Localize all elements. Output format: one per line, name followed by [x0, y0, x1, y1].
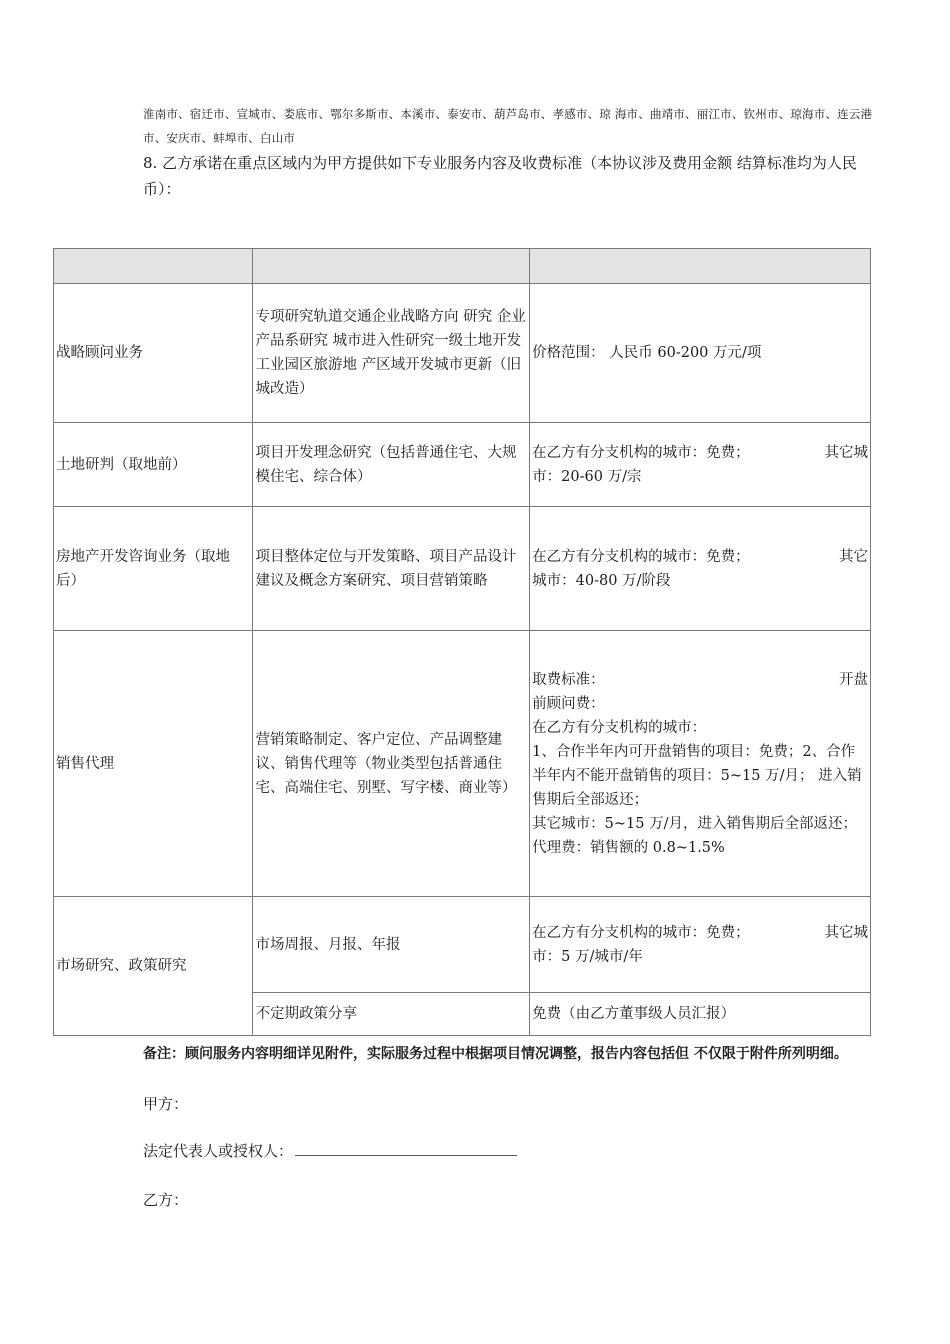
signature-blank[interactable]: [295, 1141, 517, 1156]
party-a-label: 甲方：: [143, 1095, 189, 1113]
table-row: [54, 897, 871, 993]
fee-line-b: 其它城: [824, 444, 868, 461]
legal-rep-label: 法定代表人或授权人：: [143, 1142, 294, 1160]
service-category: 市场研究、政策研究: [54, 897, 253, 1036]
fee-line-b: 开盘: [839, 671, 868, 688]
fee-line-b: 其它: [839, 548, 868, 565]
table-header-row: [54, 249, 871, 284]
service-fee: [530, 507, 871, 631]
service-content: 市场周报、月报、年报: [253, 897, 530, 993]
table-row: [54, 284, 871, 423]
fee-line-c: 市：20-60 万/宗: [532, 468, 642, 485]
header-cell: [54, 249, 253, 284]
service-category: 销售代理: [54, 631, 253, 897]
city-list-text: 淮南市、宿迁市、宣城市、娄底市、鄂尔多斯市、本溪市、泰安市、葫芦岛市、孝感市、琼 海市、曲靖市、丽江市、钦州市、琼海市、连云港市、安庆市、蚌埠市、白山市: [143, 107, 873, 145]
remark-note: 备注：顾问服务内容明细详见附件，实际服务过程中根据项目情况调整，报告内容包括但 不仅限于附件所列明细。: [143, 1046, 848, 1062]
clause-8-text: 8. 乙方承诺在重点区域内为甲方提供如下专业服务内容及收费标准（本协议涉及费用金额 结算标准均为人民币）：: [143, 154, 857, 198]
service-fee: 价格范围： 人民币 60-200 万元/项: [530, 284, 871, 423]
service-fee-table: [53, 248, 871, 1036]
service-category: 战略顾问业务: [54, 284, 253, 423]
fee-line-a: 在乙方有分支机构的城市：免费；: [532, 924, 750, 941]
header-cell: [530, 249, 871, 284]
table-row: [54, 423, 871, 507]
fee-line-b: 其它城: [824, 924, 868, 941]
fee-line-c: 城市：40-80 万/阶段: [532, 572, 671, 589]
table-row: [54, 507, 871, 631]
table-row: [54, 631, 871, 897]
service-content: 项目整体定位与开发策略、项目产品设计建议及概念方案研究、项目营销策略: [253, 507, 530, 631]
service-content: 专项研究轨道交通企业战略方向 研究 企业产品系研究 城市进入性研究一级土地开发 工业园区旅游地 产区域开发城市更新（旧城改造）: [253, 284, 530, 423]
party-b-label: 乙方：: [143, 1191, 189, 1209]
fee-line-a: 在乙方有分支机构的城市：免费；: [532, 444, 750, 461]
legal-rep-line: [143, 1139, 517, 1163]
service-category: 房地产开发咨询业务（取地 后）: [54, 507, 253, 631]
header-cell: [253, 249, 530, 284]
service-fee: [530, 897, 871, 993]
service-content: 不定期政策分享: [253, 993, 530, 1036]
service-fee: [530, 423, 871, 507]
service-content: 营销策略制定、客户定位、产品调整建议、销售代理等（物业类型包括普通住宅、高端住宅、别墅、写字楼、商业等）: [253, 631, 530, 897]
fee-line-a: 取费标准：: [532, 671, 605, 688]
fee-detail: 前顾问费： 在乙方有分支机构的城市： 1、合作半年内可开盘销售的项目：免费；2、合作半年内不能开盘销售的项目：5~15 万/月； 进入销售期后全部返还； 其它城市：5~15 万/月，进入销售期后全部返还； 代理费：销售额的 0.8~1.5%: [532, 695, 862, 856]
fee-line-c: 市：5 万/城市/年: [532, 948, 643, 965]
service-fee: [530, 631, 871, 897]
service-content: 项目开发理念研究（包括普通住宅、大规模住宅、综合体）: [253, 423, 530, 507]
fee-line-a: 在乙方有分支机构的城市：免费；: [532, 548, 750, 565]
service-fee: 免费（由乙方董事级人员汇报）: [530, 993, 871, 1036]
service-category: 土地研判（取地前）: [54, 423, 253, 507]
